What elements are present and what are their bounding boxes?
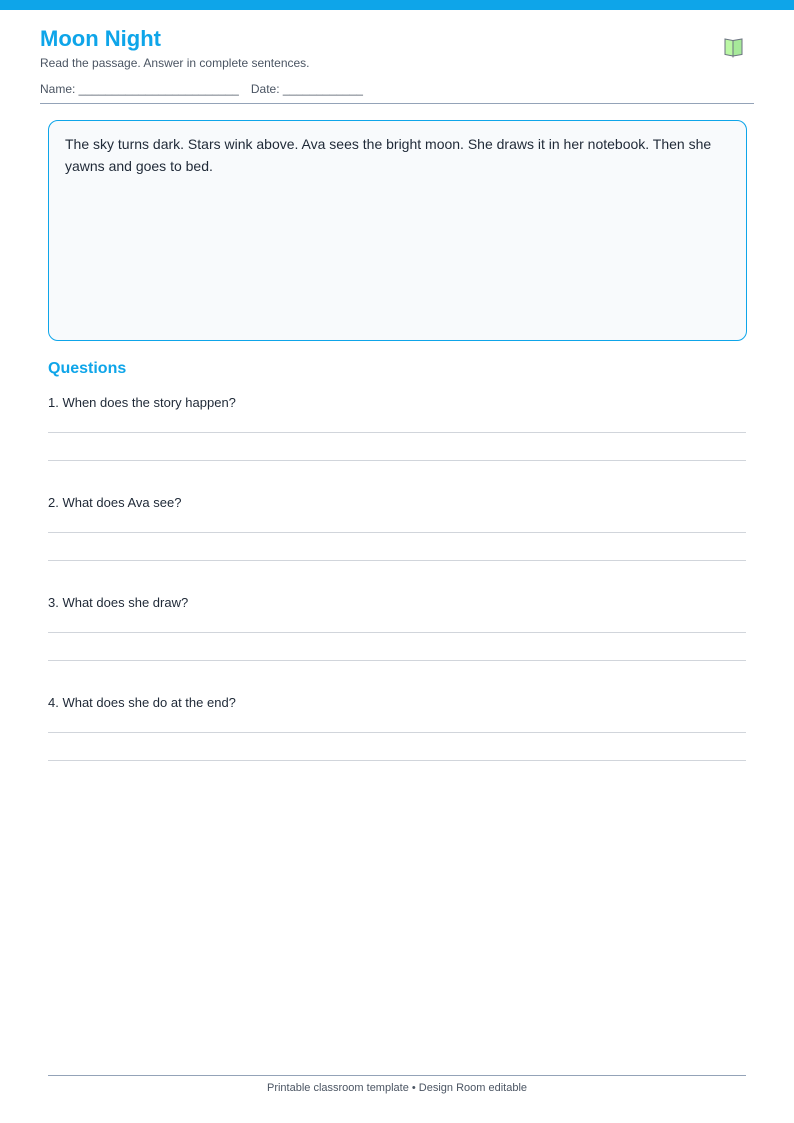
answer-line[interactable] [48, 660, 746, 661]
question-item [48, 595, 746, 611]
answer-line[interactable] [48, 560, 746, 561]
name-field[interactable]: Name: ________________________ [40, 82, 239, 96]
answer-line[interactable] [48, 760, 746, 761]
worksheet-header [40, 26, 754, 96]
header-divider [40, 103, 754, 104]
question-text: 2. What does Ava see? [48, 495, 182, 510]
questions-heading: Questions [48, 360, 127, 377]
answer-line[interactable] [48, 432, 746, 433]
book-icon [723, 36, 745, 58]
footer-divider [48, 1075, 746, 1076]
passage-text: The sky turns dark. Stars wink above. Ava sees the bright moon. She draws it in her notebook. Then she yawns and goes to bed. [65, 136, 712, 174]
top-accent-bar [0, 0, 794, 10]
answer-line[interactable] [48, 732, 746, 733]
date-field[interactable]: Date: ____________ [250, 82, 363, 96]
worksheet-instructions: Read the passage. Answer in complete sentences. [40, 56, 310, 70]
question-text: 1. When does the story happen? [48, 395, 236, 410]
answer-line[interactable] [48, 460, 746, 461]
worksheet-title: Moon Night [40, 26, 161, 51]
question-item [48, 395, 746, 411]
footer-text: Printable classroom template • Design Room editable [266, 1082, 528, 1094]
answer-line[interactable] [48, 532, 746, 533]
question-item [48, 695, 746, 711]
question-item [48, 495, 746, 511]
answer-line[interactable] [48, 632, 746, 633]
question-text: 4. What does she do at the end? [48, 695, 236, 710]
passage-box [48, 120, 747, 341]
question-text: 3. What does she draw? [48, 595, 189, 610]
name-date-row [40, 82, 754, 96]
